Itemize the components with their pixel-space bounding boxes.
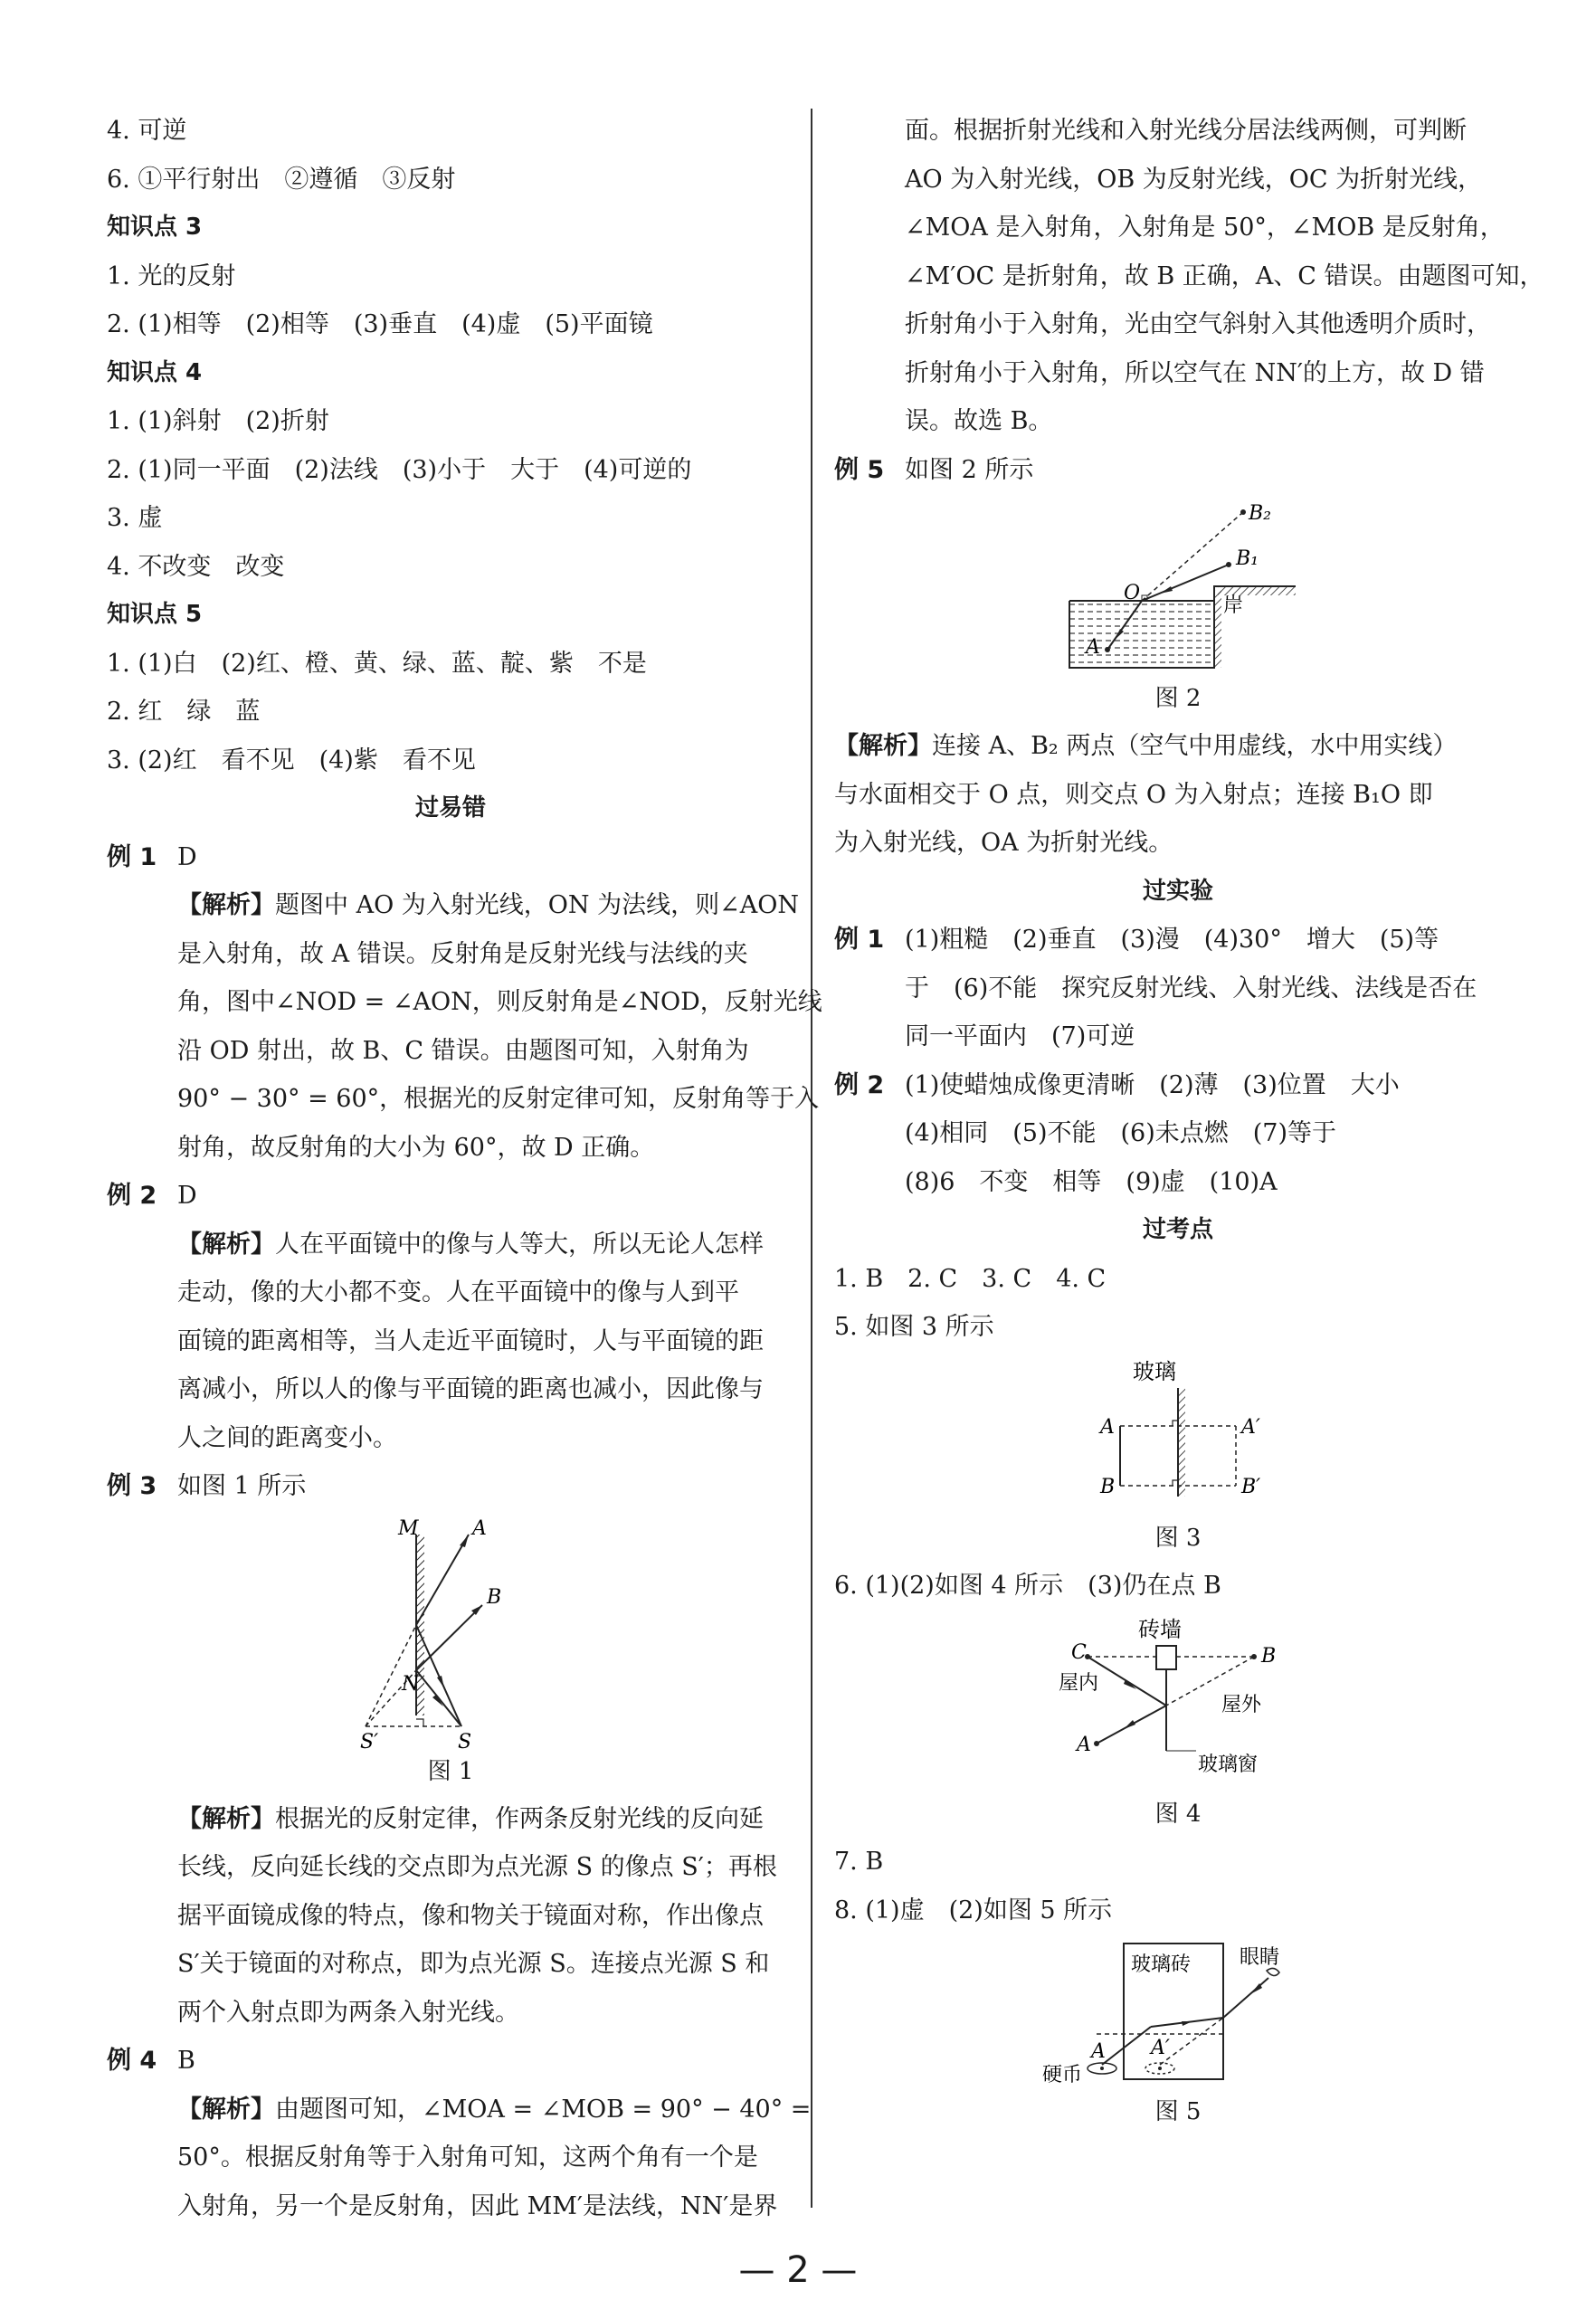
arrow-head: [1250, 1983, 1262, 1994]
example-label: 例 2: [834, 1070, 885, 1099]
label-wall: 砖墙: [1138, 1617, 1182, 1642]
analysis-line: 人之间的距离变小。: [177, 1423, 397, 1452]
analysis-line: S′关于镜面的对称点，即为点光源 S。连接点光源 S 和: [177, 1950, 770, 1978]
label-brick: 玻璃砖: [1131, 1953, 1192, 1976]
left-column: [107, 107, 822, 2230]
analysis-text: 人在平面镜中的像与人等大，所以无论人怎样: [275, 1230, 764, 1259]
example-label: 例 2: [107, 1182, 157, 1210]
analysis-line: 90° − 30° = 60°，根据光的反射定律可知，反射角等于入: [177, 1085, 820, 1113]
label-coin: 硬币: [1042, 2064, 1083, 2086]
figure-2-diagram: [1051, 499, 1305, 680]
figure-5: [834, 1940, 1522, 2130]
arrow-head: [1160, 586, 1173, 594]
figure-4-diagram: [1051, 1615, 1305, 1796]
analysis-text: 题图中 AO 为入射光线，ON 为法线，则∠AON: [275, 891, 800, 919]
answer-line: 5. 如图 3 所示: [834, 1313, 994, 1341]
label-A-prime: A′: [1241, 1415, 1260, 1439]
example-header: [107, 833, 794, 882]
example-answer: (1)使蜡烛成像更清晰 (2)薄 (3)位置 大小: [905, 1070, 1400, 1099]
analysis-line: [107, 2086, 812, 2134]
label-A: A: [1086, 636, 1100, 659]
answer-line: 6. ①平行射出 ②遵循 ③反射: [107, 165, 456, 194]
answer-line: 3. (2)红 看不见 (4)紫 看不见: [107, 746, 476, 775]
analysis-line: 沿 OD 射出，故 B、C 错误。由题图可知，入射角为: [177, 1036, 749, 1065]
analysis-line: 面镜的距离相等，当人走近平面镜时，人与平面镜的距: [177, 1326, 764, 1355]
right-angle-mark: [416, 1719, 423, 1726]
example-header: [834, 916, 1522, 965]
figure-3-diagram: [1078, 1357, 1278, 1520]
analysis-line: 误。故选 B。: [905, 407, 1053, 435]
label-window: 玻璃窗: [1198, 1754, 1259, 1776]
example-label: 例 1: [107, 842, 157, 871]
example-label: 例 4: [107, 2047, 157, 2075]
answer-line: 3. 虚: [107, 504, 163, 532]
example-label: 例 1: [834, 926, 885, 954]
analysis-line: 长线，反向延长线的交点即为点光源 S 的像点 S′；再根: [177, 1853, 777, 1881]
example-answer: D: [177, 842, 197, 871]
answer-line: 4. 可逆: [107, 117, 187, 145]
analysis-tag: 【解析】: [834, 732, 932, 760]
ray-in-brick: [1102, 2027, 1151, 2065]
label-B: B: [1261, 1645, 1277, 1668]
label-B: B: [1100, 1475, 1116, 1498]
analysis-line: 入射角，另一个是反射角，因此 MM′是法线，NN′是界: [177, 2191, 778, 2220]
example-answer: 如图 1 所示: [177, 1472, 307, 1500]
analysis-line: [107, 881, 800, 930]
right-column: [834, 107, 1544, 2135]
point-A: [1094, 1741, 1099, 1746]
analysis-text: 由题图可知，∠MOA = ∠MOB = 90° − 40° =: [275, 2095, 812, 2124]
analysis-line: [107, 1795, 794, 1844]
arrow-head: [1124, 1720, 1135, 1729]
section-title: 过实验: [1142, 877, 1213, 905]
analysis-line: 是入射角，故 A 错误。反射角是反射光线与法线的夹: [177, 939, 748, 968]
example-answer: 如图 2 所示: [905, 455, 1034, 484]
example-header: [107, 2037, 794, 2086]
analysis-line: [107, 1221, 794, 1269]
label-A: A: [472, 1516, 487, 1540]
figure-2: [834, 499, 1522, 717]
analysis-text: 根据光的反射定律，作两条反射光线的反向延: [275, 1804, 764, 1833]
label-B-prime: B′: [1241, 1475, 1261, 1498]
answer-line: 2. 红 绿 蓝: [107, 698, 261, 726]
column-divider: [811, 109, 812, 2208]
section-heading: 知识点 5: [107, 601, 203, 628]
point-B2: [1240, 509, 1246, 515]
ray-out: [1223, 1978, 1268, 2018]
section-title: 过考点: [1142, 1216, 1213, 1243]
analysis-line: 面。根据折射光线和入射光线分居法线两侧，可判断: [905, 117, 1467, 145]
answer-line: 1. B 2. C 3. C 4. C: [834, 1264, 1107, 1293]
analysis-line: [834, 722, 1522, 771]
analysis-line: AO 为入射光线，OB 为反射光线，OC 为折射光线，: [905, 165, 1483, 194]
analysis-line: 据平面镜成像的特点，像和物关于镜面对称，作出像点: [177, 1901, 764, 1930]
coin-center: [1158, 2067, 1162, 2070]
label-glass: 玻璃: [1133, 1358, 1176, 1384]
example-header: [834, 1061, 1522, 1110]
label-N: N: [402, 1672, 420, 1696]
label-S: S: [458, 1730, 472, 1754]
glass-hatch: [1178, 1388, 1185, 1497]
figure-caption: 图 2: [1154, 685, 1202, 712]
label-B1: B₁: [1236, 547, 1259, 570]
analysis-line: 与水面相交于 O 点，则交点 O 为入射点；连接 B₁O 即: [834, 780, 1433, 809]
arrow-head: [1182, 2021, 1192, 2026]
page-number: — 2 —: [738, 2249, 858, 2291]
answer-line: 2. (1)相等 (2)相等 (3)垂直 (4)虚 (5)平面镜: [107, 310, 653, 338]
brick-wall: [1156, 1646, 1176, 1669]
analysis-tag: 【解析】: [177, 1230, 275, 1259]
answer-line: 6. (1)(2)如图 4 所示 (3)仍在点 B: [834, 1571, 1221, 1600]
point-A: [1105, 647, 1110, 652]
figure-3: [834, 1357, 1522, 1556]
arrow-head: [460, 1535, 469, 1547]
label-outside: 屋外: [1221, 1694, 1262, 1716]
answer-line: 8. (1)虚 (2)如图 5 所示: [834, 1896, 1113, 1925]
figure-caption: 图 3: [1154, 1524, 1202, 1552]
example-header: [834, 446, 1522, 495]
label-A: A: [1100, 1415, 1115, 1439]
answer-line: 2. (1)同一平面 (2)法线 (3)小于 大于 (4)可逆的: [107, 455, 692, 484]
answer-line: 1. (1)斜射 (2)折射: [107, 407, 329, 435]
label-B: B: [487, 1585, 502, 1609]
arrow-head: [1124, 1679, 1136, 1689]
answer-line: 1. (1)白 (2)红、橙、黄、绿、蓝、靛、紫 不是: [107, 649, 647, 678]
analysis-line: 射角，故反射角的大小为 60°，故 D 正确。: [177, 1133, 655, 1162]
label-A: A: [1091, 2040, 1106, 2063]
analysis-line: ∠MOA 是入射角，入射角是 50°，∠MOB 是反射角，: [905, 214, 1505, 242]
example-answer: D: [177, 1182, 197, 1210]
analysis-line: 折射角小于入射角，光由空气斜射入其他透明介质时，: [905, 310, 1491, 338]
answer-line: 7. B: [834, 1848, 884, 1876]
label-shore: 岸: [1223, 594, 1244, 617]
analysis-line: 离减小，所以人的像与平面镜的距离也减小，因此像与: [177, 1375, 764, 1403]
analysis-tag: 【解析】: [177, 2095, 275, 2124]
label-A: A: [1077, 1734, 1091, 1756]
reflected-ray: [416, 1605, 482, 1670]
example-header: [107, 1462, 794, 1511]
figure-1-diagram: [360, 1516, 541, 1754]
eye-icon: [1267, 1968, 1279, 1975]
arrow-head: [437, 1676, 444, 1688]
example-label: 例 3: [107, 1472, 157, 1500]
label-C: C: [1071, 1641, 1087, 1664]
answer-line: (4)相同 (5)不能 (6)未点燃 (7)等于: [905, 1119, 1336, 1147]
analysis-tag: 【解析】: [177, 891, 275, 919]
analysis-line: 折射角小于入射角，所以空气在 NN′的上方，故 D 错: [905, 358, 1485, 387]
analysis-line: 50°。根据反射角等于入射角可知，这两个角有一个是: [177, 2143, 758, 2172]
label-O: O: [1124, 582, 1141, 604]
figure-caption: 图 5: [1154, 2098, 1202, 2125]
figure-caption: 图 4: [1154, 1801, 1202, 1828]
section-title: 过易错: [414, 794, 486, 822]
label-M: M: [398, 1516, 419, 1540]
answer-line: 同一平面内 (7)可逆: [905, 1022, 1135, 1050]
example-answer: (1)粗糙 (2)垂直 (3)漫 (4)30° 增大 (5)等: [905, 926, 1439, 954]
example-label: 例 5: [834, 455, 885, 484]
analysis-text: 连接 A、B₂ 两点（空气中用虚线，水中用实线）: [932, 732, 1458, 760]
example-header: [107, 1172, 794, 1221]
label-inside: 屋内: [1059, 1672, 1099, 1695]
figure-caption: 图 1: [427, 1757, 474, 1785]
analysis-line: 两个入射点即为两条入射光线。: [177, 1998, 519, 2027]
label-eye: 眼睛: [1240, 1946, 1280, 1969]
label-S-prime: S′: [360, 1730, 379, 1754]
analysis-tag: 【解析】: [177, 1804, 275, 1833]
figure-4: [834, 1615, 1522, 1832]
section-heading: 知识点 4: [107, 358, 203, 386]
answer-line: 1. 光的反射: [107, 261, 236, 290]
section-heading: 知识点 3: [107, 214, 203, 241]
point-B: [1251, 1654, 1257, 1659]
figure-1: [107, 1516, 794, 1790]
answer-line: 于 (6)不能 探究反射光线、入射光线、法线是否在: [905, 974, 1477, 1003]
coin-center: [1100, 2067, 1104, 2070]
label-B2: B₂: [1249, 502, 1271, 525]
analysis-line: 角，图中∠NOD = ∠AON，则反射角是∠NOD，反射光线: [177, 988, 822, 1016]
figure-5-diagram: [1042, 1940, 1314, 2094]
point-B1: [1226, 562, 1231, 567]
example-answer: B: [177, 2047, 195, 2075]
answer-line: (8)6 不变 相等 (9)虚 (10)A: [905, 1167, 1278, 1196]
analysis-line: ∠M′OC 是折射角，故 B 正确，A、C 错误。由题图可知，: [905, 261, 1544, 290]
answer-line: 4. 不改变 改变: [107, 552, 285, 581]
shore-hatch: [1214, 590, 1221, 668]
analysis-line: 为入射光线，OA 为折射光线。: [834, 829, 1173, 857]
analysis-line: 走动，像的大小都不变。人在平面镜中的像与人到平: [177, 1278, 739, 1307]
label-A-prime: A′: [1151, 2037, 1170, 2059]
